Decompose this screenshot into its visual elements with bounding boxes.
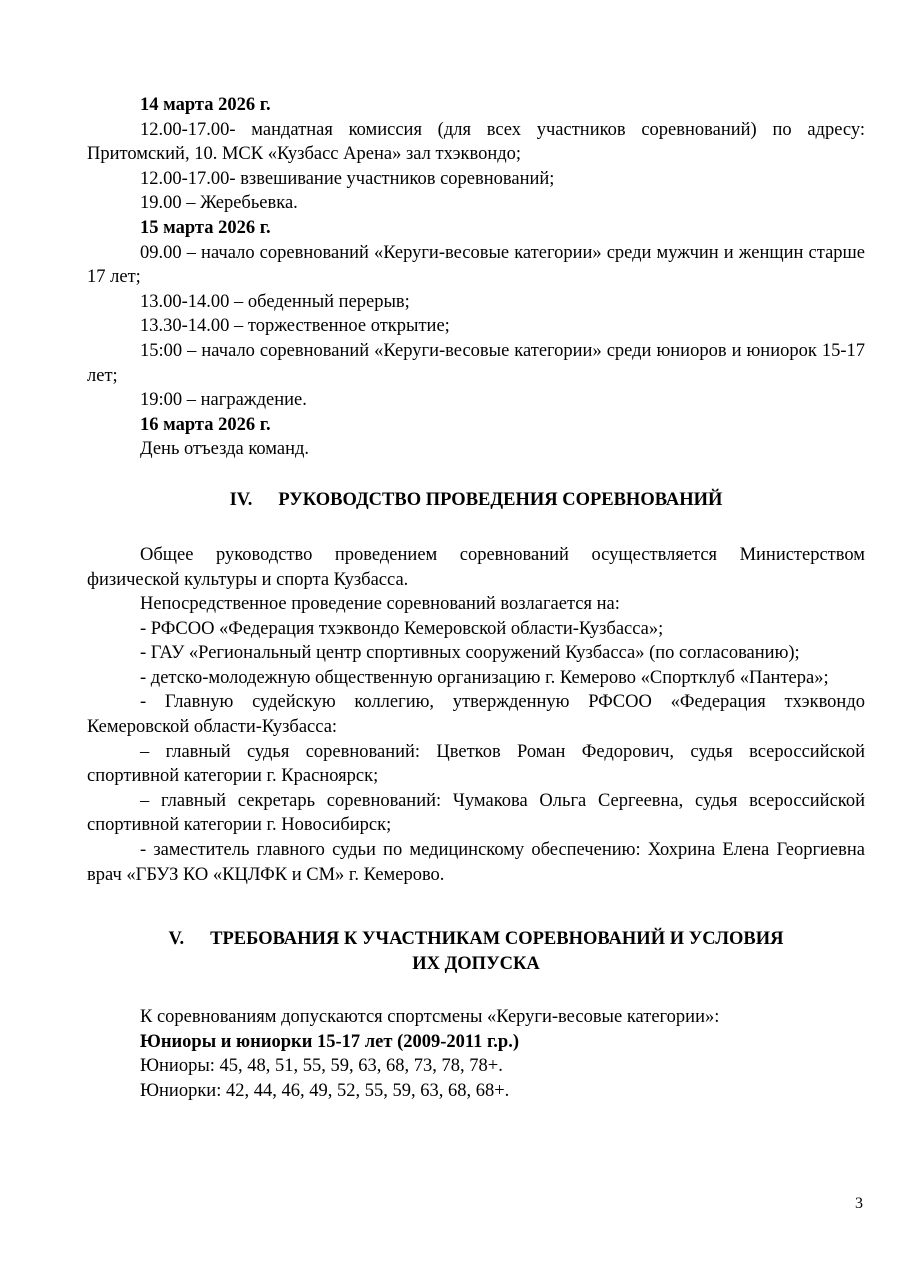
schedule xyxy=(87,93,865,462)
section-number: V. xyxy=(168,929,185,950)
schedule-line: 09.00 – начало соревнований «Керуги-весовые категории» среди мужчин и женщин старше 17 лет; xyxy=(87,242,865,288)
section-body xyxy=(87,1005,865,1103)
section-body xyxy=(87,543,865,887)
section-title-continued: ИХ ДОПУСКА xyxy=(412,954,540,975)
section-number: IV. xyxy=(229,489,253,510)
paragraph: Общее руководство проведением соревнований осуществляется Министерством физической культуры и спорта Кузбасса. xyxy=(87,544,865,590)
section-title: ТРЕБОВАНИЯ К УЧАСТНИКАМ СОРЕВНОВАНИЙ И УСЛОВИЯ xyxy=(210,929,784,950)
section-title: РУКОВОДСТВО ПРОВЕДЕНИЯ СОРЕВНОВАНИЙ xyxy=(278,489,723,510)
document-page xyxy=(87,93,865,1104)
weight-categories-juniors: Юниоры: 45, 48, 51, 55, 59, 63, 68, 73, 78, 78+. xyxy=(140,1056,503,1077)
paragraph: Непосредственное проведение соревнований возлагается на: xyxy=(140,594,620,615)
schedule-line: 15:00 – начало соревнований «Керуги-весовые категории» среди юниоров и юниорок 15-17 лет; xyxy=(87,340,865,386)
page-number: 3 xyxy=(855,1195,863,1212)
schedule-date: 16 марта 2026 г. xyxy=(140,414,271,435)
weight-categories-junior-girls: Юниорки: 42, 44, 46, 49, 52, 55, 59, 63, 68, 68+. xyxy=(140,1081,510,1101)
paragraph: К соревнованиям допускаются спортсмены «Керуги-весовые категории»: xyxy=(140,1007,720,1028)
section-heading xyxy=(87,488,865,513)
paragraph: - Главную судейскую коллегию, утвержденную РФСОО «Федерация тхэквондо Кемеровской области-Кузбасса: xyxy=(87,692,865,738)
schedule-line: 13.30-14.00 – торжественное открытие; xyxy=(140,316,450,337)
schedule-line: 12.00-17.00- взвешивание участников соревнований; xyxy=(140,168,555,189)
paragraph: - ГАУ «Региональный центр спортивных сооружений Кузбасса» (по согласованию); xyxy=(140,643,800,664)
paragraph: - РФСОО «Федерация тхэквондо Кемеровской области-Кузбасса»; xyxy=(140,618,664,639)
schedule-line: 19:00 – награждение. xyxy=(140,390,307,411)
paragraph: – главный секретарь соревнований: Чумакова Ольга Сергеевна, судья всероссийской спортивной категории г. Новосибирск; xyxy=(87,790,865,836)
schedule-line: 13.00-14.00 – обеденный перерыв; xyxy=(140,291,410,312)
schedule-line: 19.00 – Жеребьевка. xyxy=(140,193,298,214)
paragraph: - заместитель главного судьи по медицинскому обеспечению: Хохрина Елена Георгиевна врач «ГБУЗ КО «КЦЛФК и СМ» г. Кемерово. xyxy=(87,840,865,885)
section-heading xyxy=(87,927,865,977)
schedule-line: День отъезда команд. xyxy=(140,439,310,460)
schedule-date: 14 марта 2026 г. xyxy=(140,95,271,115)
schedule-line: 12.00-17.00- мандатная комиссия (для всех участников соревнований) по адресу: Притомский, 10. МСК «Кузбасс Арена» зал тхэквондо; xyxy=(87,119,865,165)
paragraph: – главный судья соревнований: Цветков Роман Федорович, судья всероссийской спортивной категории г. Красноярск; xyxy=(87,741,865,787)
schedule-date: 15 марта 2026 г. xyxy=(140,217,271,238)
group-title: Юниоры и юниорки 15-17 лет (2009-2011 г.р.) xyxy=(140,1031,520,1052)
paragraph: - детско-молодежную общественную организацию г. Кемерово «Спортклуб «Пантера»; xyxy=(140,667,829,688)
